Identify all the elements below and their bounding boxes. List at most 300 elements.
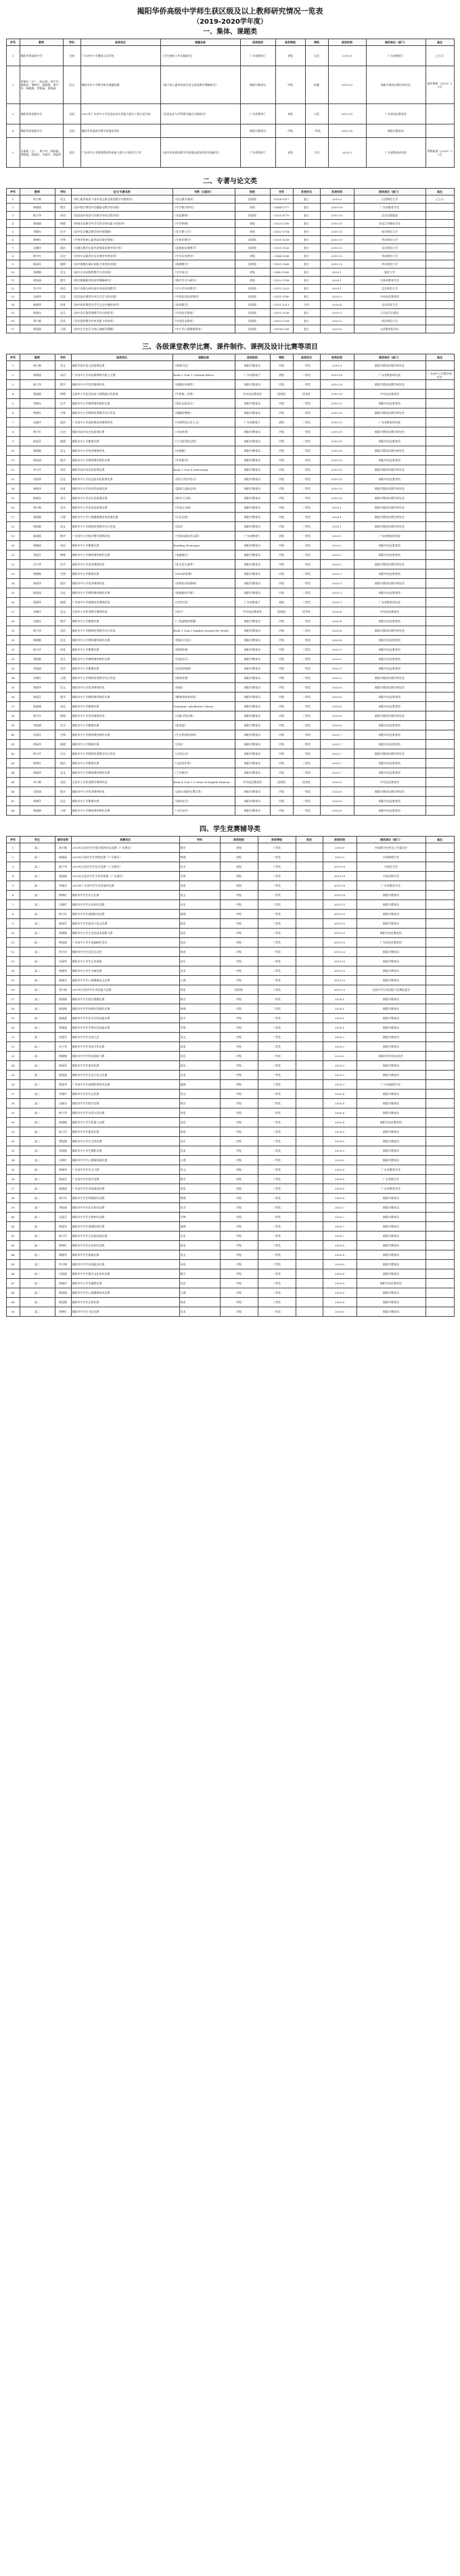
table-cell: 揭阳市教育局教学研究室 [366,66,426,104]
table-cell: 《体育教学》 [172,301,235,309]
table-cell: 揭阳市中小学生编程比赛 [71,1279,179,1288]
table-cell: 2020.5 [320,645,354,655]
table-cell: 陈晓燕 [55,1014,71,1023]
table-cell: 揭阳华侨高级中学 [20,104,63,124]
table-cell: 省级 [235,252,270,260]
table-cell: 化学 [55,721,71,730]
table-cell [296,862,323,872]
table-row [6,456,454,465]
table-cell: 化学 [179,862,220,872]
table-row [6,361,454,371]
table-cell: 省级 [235,228,270,236]
table-cell: 华南师范大学 [354,252,426,260]
column-header: 获奖项目 [71,354,172,361]
table-cell: 李丽芬 [20,551,55,560]
table-cell: 27 [6,607,20,617]
table-cell [426,204,454,212]
table-cell: 2020.8 [320,787,354,797]
table-cell: 2020.5 [323,1127,356,1137]
table-cell: 心理 [179,1288,220,1298]
table-cell: 三等奖 [258,938,296,947]
table-cell: 揭阳市教育局 [356,891,426,900]
table-cell: 揭阳市教育局教学研究室 [354,380,426,390]
table-cell: 揭阳市教育局教学研究室 [354,579,426,588]
table-cell [296,1269,323,1279]
table-row [6,228,454,236]
table-cell: 政治 [179,919,220,929]
table-cell: 揭阳市教育局 [356,957,426,966]
table-cell: 广东省中学生数学竞赛 [71,1175,179,1184]
table-cell: 黄映红 [20,236,55,244]
table-cell: 《中国特色社会主义》 [172,418,235,427]
table-cell: 21 [6,551,20,560]
table-cell: 高一 [20,1241,55,1250]
table-cell: 25 [6,588,20,598]
table-cell: 二等奖 [293,551,320,560]
table-cell: 32 [6,655,20,664]
table-cell: 陈晓丽 [55,1184,71,1194]
table-cell: 英语 [55,541,71,551]
table-cell: 市级 [270,475,293,484]
table-cell: 美术 [55,503,71,513]
section-s2 [0,177,460,342]
table-cell: 揭阳市教育局教学研究室 [354,513,426,522]
table-cell: 揭阳市教育局 [356,1156,426,1165]
table-cell: 黄映红 [20,408,55,418]
table-cell: 历史 [179,1071,220,1080]
table-cell: 二等奖 [258,1260,296,1269]
table-cell: 2020.8 [323,1269,356,1279]
table-cell: 黄少敏 [55,843,71,853]
section-s3 [0,343,460,824]
table-cell: 郑晓丽 [20,541,55,551]
table-cell [296,919,323,929]
table-cell: 《原电池》 [172,721,235,730]
column-header: 序号 [6,39,20,46]
table-cell: 市级 [270,560,293,569]
table-cell: 省级 [235,204,270,212]
table-cell: 广东省中小学思政课优秀课例评选 [71,418,172,427]
table-row [6,721,454,730]
table-cell [426,1279,454,1288]
table-cell [426,862,454,872]
table-row [6,541,454,551]
table-cell: 2020.3 [328,138,366,168]
table-cell: 高一 [20,1203,55,1213]
table-cell: 林少红 [55,910,71,919]
table-cell: 二等奖 [258,1127,296,1137]
table-row [6,1127,454,1137]
table-cell: 数学 [55,277,71,285]
table-cell: 揭阳市教育局 [235,427,270,437]
table-cell: 揭阳市教育局 [235,787,270,797]
table-cell: 20 [6,541,20,551]
table-cell: 陈少华 [20,380,55,390]
table-row [6,806,454,816]
table-cell: 5 [6,138,20,168]
table-cell: 揭阳市中小学微课比赛 [71,617,172,626]
column-header: 备注 [426,189,454,195]
table-cell: 吴晓东 [55,1099,71,1108]
table-cell: 高一 [20,910,55,919]
table-cell [426,513,454,522]
table-cell: 36 [6,1175,20,1184]
table-cell: 中国物理学会 [356,853,426,862]
column-header: 获奖等级 [275,39,305,46]
table-row [6,317,454,325]
table-cell: 揭阳市中学生书法比赛 [71,1307,179,1317]
table-cell [296,891,323,900]
table-cell [426,910,454,919]
table-cell: 省级 [235,277,270,285]
table-cell: 李少敏 [55,1260,71,1269]
table-cell: 李少玲 [20,465,55,475]
table-cell: 2020.2 [323,1042,356,1052]
table-cell [426,645,454,655]
table-cell: 揭阳市教育局 [235,475,270,484]
table-cell: 高一 [20,1071,55,1080]
table-cell: 一等奖 [258,947,296,957]
table-cell [426,325,454,333]
table-cell [296,1288,323,1298]
column-header: 教师 [20,354,55,361]
table-cell: 1 [6,843,20,853]
table-cell: 12 [6,947,20,957]
table-cell: 揭阳市中小学生信息技术创新大赛 [71,929,179,938]
table-cell: 一等奖 [258,1288,296,1298]
table-cell: 数学 [55,204,71,212]
table-cell: 生物 [179,1213,220,1222]
table-cell: 25 [6,1071,20,1080]
table-cell: 29 [6,626,20,636]
table-cell: 揭阳市教育局 [235,569,270,579]
table-cell: 23 [6,569,20,579]
table-cell: 2019年全国中学生数学奥林匹克竞赛（广东赛区） [71,843,179,853]
table-cell [296,1004,323,1014]
table-cell: 中央电化教育馆 [354,293,426,301]
table-cell: 38 [6,1194,20,1203]
table-cell: 化学 [55,560,71,569]
table-cell: 揭阳市教育局 [235,456,270,465]
column-header: 获奖级别 [220,837,258,843]
table-row [6,252,454,260]
table-cell: 《高中音乐鉴赏课教学设计的思考》 [71,309,172,317]
table-cell: 揭阳市教育局 [235,361,270,371]
table-cell: 市级 [275,124,305,138]
table-cell: 历史 [55,252,71,260]
table-cell: 心理 [179,1156,220,1165]
table-cell [426,1099,454,1108]
table-cell: 二等奖 [293,446,320,456]
table-cell: 高三 [20,1260,55,1269]
table-cell: 体育 [179,1127,220,1137]
table-cell: 市级 [270,683,293,693]
table-cell: 人民音乐出版社 [354,309,426,317]
table-cell: 揭阳市中学生心理健康知识竞赛 [71,1288,179,1298]
table-cell: 揭阳市教育局 [356,1061,426,1071]
table-cell: 高一 [20,1279,55,1288]
table-cell: 物理 [55,390,71,399]
table-cell: 语文 [179,1090,220,1099]
table-cell: 21 [6,1033,20,1042]
table-cell: 5 [6,399,20,408]
table-cell: 郑晓华 [55,1250,71,1260]
table-cell: 《五四运动》 [172,749,235,759]
table-cell: 2019.12 [323,985,356,995]
table-cell [426,301,454,309]
table-cell: 语文 [55,268,71,277]
table-cell: 揭阳市中学生历史小论文比赛 [71,1071,179,1080]
table-cell: 揭阳市中小学生机器人竞赛 [71,1118,179,1127]
table-cell: 2020.3 [323,1080,356,1090]
table-header-row [6,39,454,46]
table-cell: 市级 [220,966,258,976]
table-cell [160,124,240,138]
table-cell: 揭阳市中小学优秀课例评选 [71,787,172,797]
table-cell: 高二 [20,1137,55,1146]
table-cell: 广东省教育厅 [235,371,270,380]
table-cell: 二等奖 [293,721,320,730]
table-cell: 市级 [220,1108,258,1118]
table-row [6,418,454,427]
table-cell: 揭阳市电化教育馆 [354,797,426,806]
table-row [6,768,454,778]
table-cell: 2020.6 [323,1184,356,1194]
table-cell: 黄锐丽 [20,456,55,465]
table-cell: 揭阳市中小学美术优质课比赛 [71,503,172,513]
table-cell: 郑丽华 [55,1080,71,1090]
table-cell: 结题 [305,66,328,104]
table-cell: 2020.6 [320,325,354,333]
table-cell: 揭阳市中小学优秀课例评选 [71,560,172,569]
table-cell: 2020.6 [320,702,354,711]
table-cell: 30 [6,1118,20,1127]
table-row [6,408,454,418]
table-cell: 揭阳市教育局教学研究室 [354,711,426,721]
table-cell: 市级 [270,674,293,683]
table-cell [296,853,323,862]
table-cell [426,1298,454,1307]
table-cell: 一等奖 [258,1118,296,1127]
table-cell: 揭阳市中学生数学竞赛 [71,1099,179,1108]
column-header: 级别 [235,189,270,195]
table-cell: 一等奖 [258,1090,296,1099]
section-title: 三、各级课堂教学比赛、课件制作、课例及设计比赛等项目 [142,344,318,351]
table-cell: 2020.8 [323,1298,356,1307]
column-header: 学科 [55,189,71,195]
table-row [6,872,454,881]
table-cell: 揭阳市教育局教学研究室 [354,749,426,759]
table-cell: 揭阳市电化教育馆 [354,617,426,626]
table-cell: 市级 [270,522,293,532]
table-cell: 一等奖 [293,749,320,759]
table-cell: 市级 [220,910,258,919]
table-cell [426,843,454,853]
table-cell [426,1108,454,1118]
table-cell: 《算法与程序设计》 [172,475,235,484]
table-cell: 39 [6,1203,20,1213]
table-cell: 林锐敏 [20,522,55,532]
table-cell: 2020.8 [323,1288,356,1298]
column-header: 学科 [55,354,71,361]
table-cell: 信息 [55,293,71,301]
table-cell: 《网络安全》 [172,797,235,806]
table-cell [426,636,454,645]
column-header: 教师 [20,39,63,46]
table-cell: 揭阳市教育局 [356,1023,426,1033]
table-cell: 2020.4 [320,607,354,617]
table-row [6,957,454,966]
table-cell: 《高中古诗词鉴赏教学方法初探》 [71,268,172,277]
table-row [6,674,454,683]
table-cell: 独立 [293,285,320,293]
table-cell: 2019.11 [320,220,354,228]
table-cell: 揭阳市中学生作文比赛 [71,891,179,900]
table-cell [426,976,454,985]
table-cell: 揭阳市教育局 [356,1213,426,1222]
table-cell: 2020.7 [323,1232,356,1241]
table-cell: 黄少华 [20,626,55,636]
table-cell: 2020.8 [323,1260,356,1269]
table-cell: 林少红 [20,427,55,437]
table-cell: 陈映红 [20,759,55,768]
table-cell [426,1213,454,1222]
table-cell: 24 [6,1061,20,1071]
table-cell: 省级 [275,46,305,66]
table-cell: 2020.6 [320,711,354,721]
table-cell: 林丽娟 [20,806,55,816]
table-cell: 《情绪管理》 [172,674,235,683]
table-cell: 信息 [55,797,71,806]
table-cell: 高二 [20,853,55,862]
table-row [6,1004,454,1014]
table-cell [296,900,323,910]
table-row [6,588,454,598]
table-cell: 一等奖 [258,1156,296,1165]
table-cell: 揭阳市教育局 [235,579,270,588]
table-cell: 市级 [220,1042,258,1052]
table-cell: 一等奖 [258,1232,296,1241]
table-cell: 2020.2 [320,541,354,551]
table-cell: 揭阳市教育局 [235,711,270,721]
table-cell: 市级 [220,919,258,929]
table-cell: 2019.12 [328,66,366,104]
table-cell: 国家级 [235,236,270,244]
table-cell: 全国中小学英语教学课例评选 [71,778,172,787]
table-cell: 《动量守恒定律》 [172,711,235,721]
table-cell: 黄丽娟 [20,513,55,522]
table-cell [426,1080,454,1090]
table-cell: 2020.8 [323,1241,356,1250]
table-cell: 三等奖 [258,1298,296,1307]
table-cell: 2020.1 [320,268,354,277]
table-cell: 揭阳市教育局 [235,513,270,522]
table-cell: 19 [6,1014,20,1023]
table-cell: 数学 [179,995,220,1004]
table-cell: 《高中生学业压力的心理疏导策略》 [71,325,172,333]
table-cell [426,1165,454,1175]
table-cell: 2020.4 [323,1090,356,1099]
table-cell: 《地理教学》 [172,260,235,268]
table-cell: 二等奖 [258,1184,296,1194]
table-cell: 5 [6,881,20,891]
table-cell: 2020.4 [323,1118,356,1127]
table-cell: 揭阳市教育局 [356,1146,426,1156]
table-cell [296,1156,323,1165]
table-cell: 2020.1 [320,513,354,522]
table-cell: 信息 [55,636,71,645]
table-row [6,843,454,853]
table-cell: 优秀奖 [293,607,320,617]
table-cell: 揭阳市教育局 [356,1004,426,1014]
table-cell: 林少红 [20,252,55,260]
table-row [6,711,454,721]
table-cell: 陈丽芬 [20,260,55,268]
table-cell: 数学 [179,1175,220,1184]
table-cell: 2020.5 [323,1137,356,1146]
table-cell: 独立 [293,244,320,252]
table-cell: 《中国山水画》 [172,503,235,513]
table-cell: 高二 [20,1061,55,1071]
table-cell: 市级 [270,702,293,711]
table-cell: 40 [6,1213,20,1222]
table-cell [426,1232,454,1241]
table-cell: CN44-1088 [270,252,293,260]
table-cell: 高一 [20,1165,55,1175]
table-cell: 揭阳市中学生法治知识竞赛 [71,1241,179,1250]
table-cell: 揭阳市中小学教师优秀教学设计评选 [71,749,172,759]
table-cell: 市级 [270,730,293,740]
table-cell: 独立 [293,277,320,285]
table-cell: 二等奖 [293,484,320,494]
table-cell: 余丽东（主），陈志斌，林少红，黄晓东，黄映红，陈晓燕，郑少华，林晓敏，李锐丽，黄晓丽 [20,66,63,104]
table-cell [296,1250,323,1260]
table-cell: 高一 [20,1052,55,1061]
table-cell: 《高中英语阅读教学中思维品质培养的实践研究》 [160,138,240,168]
table-cell: 揭阳市中学生作文比赛 [71,1090,179,1099]
table-cell: CN11-1520 [270,244,293,252]
table-cell: CN11-3211 [270,301,293,309]
table-cell: 国家级 [270,390,293,399]
table-cell: 黑龙江省教育学会 [354,220,426,228]
table-cell [426,929,454,938]
table-cell: 揭阳市中学生物理实验操作比赛 [71,1004,179,1014]
table-cell: 国家级 [235,301,270,309]
table-header-row [6,189,454,195]
table-cell: 揭阳市中小学教师课件制作比赛 [71,730,172,740]
table-cell: 吴晓玲 [55,900,71,910]
table-cell: 郑晓敏 [20,268,55,277]
table-cell: 物理 [179,1004,220,1014]
table-cell [426,1260,454,1269]
table-cell: 28 [6,617,20,626]
table-cell: 示范 [305,46,328,66]
table-cell: 《民族音乐》 [172,655,235,664]
table-cell [426,503,454,513]
table-cell: 二等奖 [293,674,320,683]
table-cell: 揭阳市电化教育馆 [354,664,426,674]
table-cell: 1 [6,195,20,204]
table-cell: 《高中数学课堂中问题驱动教学的实践》 [71,204,172,212]
table-cell: 27 [6,1090,20,1099]
table-cell: 市级 [270,399,293,408]
table-cell [426,900,454,910]
table-cell: 揭阳市中小学微课比赛 [71,569,172,579]
table-row [6,1014,454,1023]
table-cell: 14 [6,484,20,494]
table-cell: 《新航路的开辟》 [172,588,235,598]
table-cell: 2019.12 [320,465,354,475]
